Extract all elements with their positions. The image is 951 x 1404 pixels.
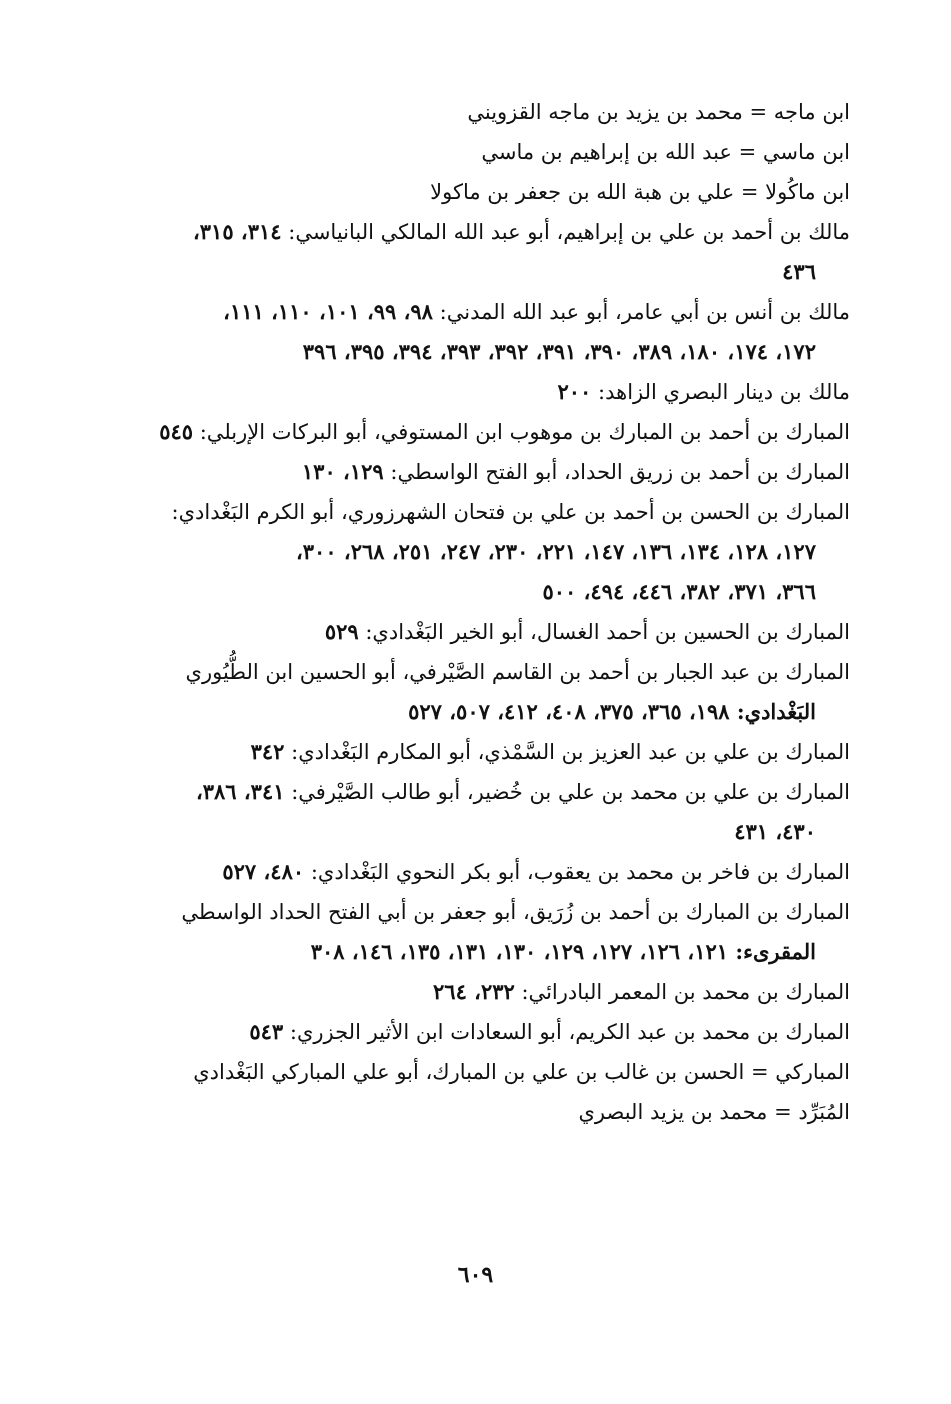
index-entry [100, 972, 850, 1012]
entry-name: المبارك بن أحمد بن زريق الحداد، أبو الفتح الواسطي: [390, 460, 850, 484]
index-entry [100, 1092, 850, 1132]
entry-page-numbers: ٤٨٠، ٥٢٧ [222, 859, 305, 884]
entry-page-numbers-continued: ١٧٢، ١٧٤، ١٨٠، ٣٨٩، ٣٩٠، ٣٩١، ٣٩٢، ٣٩٣، ٣٩٤، ٣٩٥، ٣٩٦ [302, 339, 816, 364]
entry-name: المبارك بن محمد بن عبد الكريم، أبو السعادات ابن الأثير الجزري: [289, 1020, 850, 1044]
entry-name: مالك بن أنس بن أبي عامر، أبو عبد الله المدني: [439, 300, 850, 324]
entry-page-numbers: ٥٢٩ [324, 619, 359, 644]
entry-page-numbers: ٢٠٠ [557, 379, 592, 404]
index-entry [100, 732, 850, 772]
index-entry [100, 452, 850, 492]
index-entry [100, 492, 850, 612]
entry-page-numbers: ٣٤٢ [250, 739, 285, 764]
index-entry [100, 212, 850, 292]
entry-name: مالك بن أحمد بن علي بن إبراهيم، أبو عبد الله المالكي البانياسي: [288, 220, 850, 244]
entry-page-numbers-continued: ٤٣٠، ٤٣١ [734, 819, 816, 844]
entry-page-numbers: ٣٤١، ٣٨٦، [195, 779, 285, 804]
entry-page-numbers: ٩٨، ٩٩، ١٠١، ١١٠، ١١١، [223, 299, 433, 324]
index-entry [100, 372, 850, 412]
entry-name: المُبَرِّد = محمد بن يزيد البصري [578, 1100, 850, 1124]
index-entry [100, 292, 850, 372]
entry-page-numbers: ١٢٩، ١٣٠ [301, 459, 384, 484]
entry-name: المبارك بن محمد بن المعمر البادرائي: [521, 980, 850, 1004]
entry-name: المبارك بن علي بن محمد بن علي بن خُضير، أبو طالب الصَّيْرفي: [291, 780, 850, 804]
entry-name: المبارك بن الحسن بن أحمد بن علي بن فتحان الشهرزوري، أبو الكرم البَغْدادي: [171, 500, 850, 524]
entry-name: المبارك بن الحسين بن أحمد الغسال، أبو الخير البَغْدادي: [365, 620, 850, 644]
entry-name: المبارك بن علي بن عبد العزيز بن السَّمْذي، أبو المكارم البَغْدادي: [291, 740, 850, 764]
index-entry [100, 612, 850, 652]
entry-page-numbers: ٥٤٣ [249, 1019, 284, 1044]
entry-page-numbers: ٣١٤، ٣١٥، [193, 219, 282, 244]
entry-name: مالك بن دينار البصري الزاهد: [598, 380, 850, 404]
entry-page-numbers-continued: ٣٦٦، ٣٧١، ٣٨٢، ٤٤٦، ٤٩٤، ٥٠٠ [542, 579, 816, 604]
index-entry [100, 1052, 850, 1092]
index-entry [100, 1012, 850, 1052]
entry-page-numbers-continued: ٤٣٦ [782, 259, 816, 284]
page-number: ٦٠٩ [457, 1262, 494, 1288]
entry-name: المبارك بن أحمد بن المبارك بن موهوب ابن المستوفي، أبو البركات الإربلي: [199, 420, 850, 444]
entry-name: المبارك بن فاخر بن محمد بن يعقوب، أبو بكر النحوي البَغْدادي: [310, 860, 850, 884]
index-entry [100, 132, 850, 172]
index-entry [100, 412, 850, 452]
index-entry [100, 172, 850, 212]
entry-name: ابن ماجه = محمد بن يزيد بن ماجه القزويني [467, 100, 850, 124]
index-entry [100, 772, 850, 852]
entry-page-numbers-continued: البَغْدادي: ١٩٨، ٣٦٥، ٣٧٥، ٤٠٨، ٤١٢، ٥٠٧، ٥٢٧ [408, 699, 816, 724]
entry-page-numbers-continued: ١٢٧، ١٢٨، ١٣٤، ١٣٦، ١٤٧، ٢٢١، ٢٣٠، ٢٤٧، ٢٥١، ٢٦٨، ٣٠٠، [296, 539, 816, 564]
index-entry [100, 892, 850, 972]
entry-name: ابن ماكُولا = علي بن هبة الله بن جعفر بن ماكولا [430, 180, 850, 204]
entry-page-numbers-continued: المقرىء: ١٢١، ١٢٦، ١٢٧، ١٢٩، ١٣٠، ١٣١، ١٣٥، ١٤٦، ٣٠٨ [310, 939, 816, 964]
entry-name: المباركي = الحسن بن غالب بن علي بن المبارك، أبو علي المباركي البَغْدادي [193, 1060, 850, 1084]
entry-page-numbers: ٥٤٥ [159, 419, 194, 444]
index-entry [100, 92, 850, 132]
entry-name: المبارك بن المبارك بن أحمد بن زُرَيق، أبو جعفر بن أبي الفتح الحداد الواسطي [181, 900, 850, 924]
entry-page-numbers: ٢٣٢، ٢٦٤ [433, 979, 515, 1004]
entry-name: المبارك بن عبد الجبار بن أحمد بن القاسم الصَّيْرفي، أبو الحسين ابن الطُّيُوري [185, 660, 850, 684]
index-entry [100, 652, 850, 732]
index-page [100, 92, 850, 1132]
index-entry [100, 852, 850, 892]
entry-name: ابن ماسي = عبد الله بن إبراهيم بن ماسي [481, 140, 850, 164]
